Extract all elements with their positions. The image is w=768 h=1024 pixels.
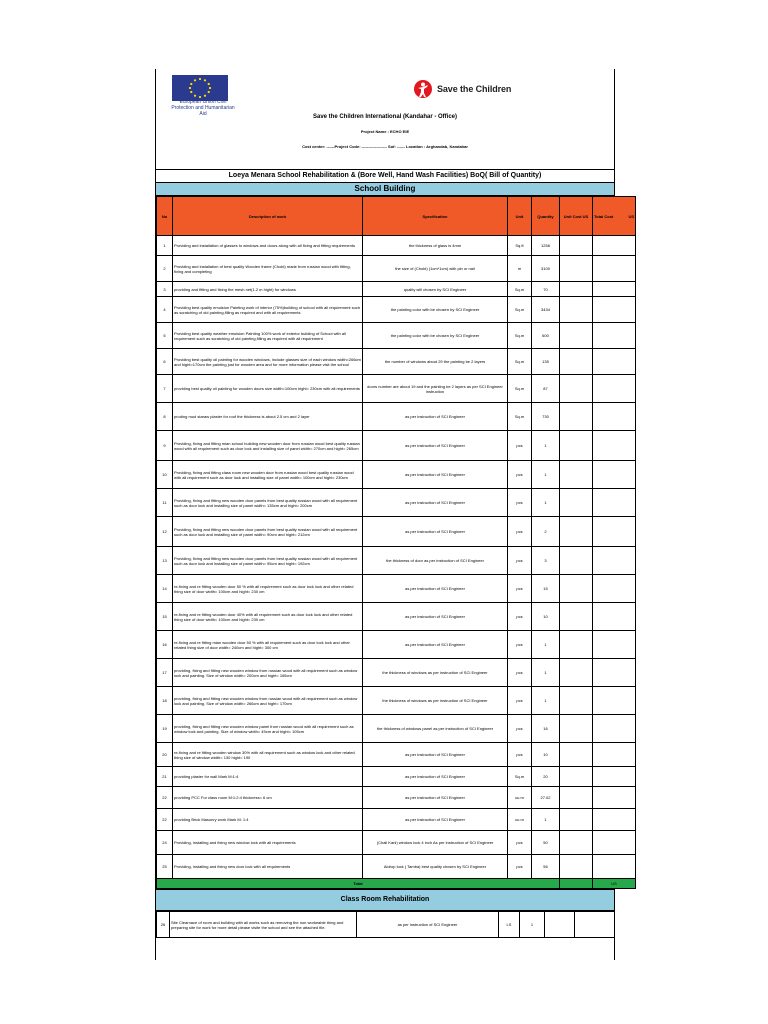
table-row bbox=[157, 687, 636, 715]
row-unit: pcs bbox=[508, 431, 532, 461]
row-quantity: 1 bbox=[532, 809, 560, 831]
table-row bbox=[157, 912, 615, 938]
total-row bbox=[157, 879, 636, 889]
row-specification: as per instruction of SCI Engineer bbox=[363, 431, 508, 461]
row-description: Providing, installing and fixing new door lock with all requirements bbox=[173, 855, 363, 879]
row-total-cost[interactable] bbox=[593, 431, 636, 461]
row-description: Providing best quality weather emulsion Painting 100% work of exterior building of School with all requirement such as scratching of old painting,filling as required with all requirement bbox=[173, 323, 363, 349]
row-specification: doors number are about 19 and the painting be 2 layers as per SCI Engineer instruction bbox=[363, 375, 508, 403]
row-no: 8 bbox=[157, 403, 173, 431]
col-no: No bbox=[157, 197, 173, 236]
row-quantity: 15 bbox=[532, 575, 560, 603]
row-unit-cost[interactable] bbox=[560, 831, 593, 855]
row-no: 1 bbox=[157, 236, 173, 256]
row-specification: (Chail Kani) window lock 4 inch As per instruction of SCI Engineer bbox=[363, 831, 508, 855]
row-unit: LS bbox=[499, 912, 520, 938]
boq-sheet bbox=[155, 69, 634, 960]
row-total-cost[interactable] bbox=[593, 517, 636, 547]
sc-logo-text: Save the Children bbox=[437, 84, 512, 94]
row-specification: the thickness of windows panel as per instruction of SCI Engineer bbox=[363, 715, 508, 743]
row-no: 21 bbox=[157, 767, 173, 787]
row-quantity: 730 bbox=[532, 403, 560, 431]
row-unit-cost[interactable] bbox=[560, 659, 593, 687]
row-quantity: 1256 bbox=[532, 236, 560, 256]
col-specification: Specification bbox=[363, 197, 508, 236]
row-unit: pcs bbox=[508, 743, 532, 767]
row-total-cost[interactable] bbox=[593, 461, 636, 489]
row-quantity: 3434 bbox=[532, 297, 560, 323]
row-quantity: 1 bbox=[532, 659, 560, 687]
row-specification: the thickness of windows as per instruction of SCI Engineer bbox=[363, 687, 508, 715]
row-description: re-fixing and re fitting wooden window 30% with all requirement such as window lock and other related thing size of window width= 130 hight= 190 bbox=[173, 743, 363, 767]
row-total-cost[interactable] bbox=[593, 489, 636, 517]
row-unit-cost[interactable] bbox=[560, 323, 593, 349]
row-specification: the number of windows about 29 the painting be 2 layers bbox=[363, 349, 508, 375]
table-row bbox=[157, 809, 636, 831]
row-specification: as per instruction of SCI Engineer bbox=[363, 631, 508, 659]
table-row bbox=[157, 375, 636, 403]
row-description: Providing, fixing and fitting new wooden door panels from best quality russian wood with all requirement such as door lock and installing size of panel width= 90cm and hight= 212cm bbox=[173, 517, 363, 547]
row-quantity: 20 bbox=[532, 767, 560, 787]
row-total-cost[interactable] bbox=[593, 687, 636, 715]
row-unit-cost[interactable] bbox=[560, 349, 593, 375]
table-row bbox=[157, 461, 636, 489]
row-unit-cost[interactable] bbox=[560, 715, 593, 743]
row-description: providing, fixing and fitting new wooden window panel from russian wood with all requirement such as window lock and painting. Size of window width= 49cm and hight= 105cm bbox=[173, 715, 363, 743]
row-description: Providing, fixing and fitting class room new wooden door from russian wood best quality russian wood with all requirement such as door lock and installing size of panel width= 100cm and hight= 230cm bbox=[173, 461, 363, 489]
row-unit-cost[interactable] bbox=[560, 855, 593, 879]
section-class-room-rehabilitation: Class Room Rehabilitation bbox=[156, 889, 614, 911]
table-row bbox=[157, 743, 636, 767]
row-total-cost[interactable] bbox=[593, 256, 636, 282]
row-total-cost[interactable] bbox=[593, 603, 636, 631]
project-name: Project Name : ECHO EIE bbox=[360, 129, 410, 134]
row-description: Providing and installation of glasses to windows and doors along with all fixing and fitting requirements bbox=[173, 236, 363, 256]
row-no: 19 bbox=[157, 715, 173, 743]
row-no: 10 bbox=[157, 461, 173, 489]
organization-line: Save the Children International (Kandahar - Office) bbox=[312, 114, 458, 120]
total-currency: US bbox=[593, 879, 636, 889]
section-school-building: School Building bbox=[156, 183, 614, 196]
row-unit-cost[interactable] bbox=[560, 282, 593, 297]
row-description: Providing, fixing and fitting new wooden door panels from best quality russian wood with all requirement such as door lock and installing size of panel width= 95cm and hight= 192cm bbox=[173, 547, 363, 575]
table-row bbox=[157, 575, 636, 603]
row-no: 14 bbox=[157, 575, 173, 603]
row-specification: quality will chosen by SCI Engineer bbox=[363, 282, 508, 297]
save-the-children-icon bbox=[414, 79, 432, 99]
row-quantity: 1 bbox=[532, 461, 560, 489]
cost-center-line: Cost center: ------Project Code: ------------------- Sof: ------ Location : Arghandab, Kandahar bbox=[302, 144, 468, 149]
row-unit-cost[interactable] bbox=[560, 517, 593, 547]
row-quantity: 1 bbox=[532, 431, 560, 461]
row-description: Providing, fixing and fitting mian school building new wooden door from russian wood best quality russian wood with all requirement such as door lock and installing size of panel width= 270cm and hight= 265cm bbox=[173, 431, 363, 461]
row-total-cost[interactable] bbox=[593, 282, 636, 297]
row-no: 25 bbox=[157, 855, 173, 879]
row-unit: Sq.m bbox=[508, 297, 532, 323]
row-unit-cost[interactable] bbox=[560, 743, 593, 767]
row-specification: as per instruction of SCI Engineer bbox=[363, 603, 508, 631]
row-no: 15 bbox=[157, 603, 173, 631]
row-total-cost[interactable] bbox=[593, 659, 636, 687]
row-quantity: 16 bbox=[532, 715, 560, 743]
row-specification: the thickness of windows as per instruction of SCI Engineer bbox=[363, 659, 508, 687]
row-unit: Sq.m bbox=[508, 349, 532, 375]
row-quantity: 3 bbox=[532, 547, 560, 575]
row-quantity: 27.02 bbox=[532, 787, 560, 809]
row-quantity: 56 bbox=[532, 855, 560, 879]
row-no: 4 bbox=[157, 297, 173, 323]
row-description: providing, fixing and fitting new wooden window from russian wood with all requirement such as window lock and painting. Size of window width= 266cm and hight= 170cm bbox=[173, 687, 363, 715]
row-description: providing plaster for wall Mark M:1:4 bbox=[173, 767, 363, 787]
row-specification: as per instruction of SCI Engineer bbox=[363, 403, 508, 431]
table-row bbox=[157, 349, 636, 375]
row-description: re-fixing and re fitting wooden door 40% with all requirement such as door lock lock and other related thing size of door width= 100cm and hight= 230 cm bbox=[173, 603, 363, 631]
row-unit: pcs bbox=[508, 631, 532, 659]
row-total-cost[interactable] bbox=[593, 547, 636, 575]
row-unit: pcs bbox=[508, 831, 532, 855]
table-row bbox=[157, 282, 636, 297]
row-no: 2 bbox=[157, 256, 173, 282]
total-label: Total bbox=[157, 879, 560, 889]
table-row bbox=[157, 297, 636, 323]
row-unit-cost[interactable] bbox=[560, 431, 593, 461]
row-specification: as per instruction of SCI Engineer bbox=[363, 517, 508, 547]
table-row bbox=[157, 323, 636, 349]
row-specification: as per instruction of SCI Engineer bbox=[363, 767, 508, 787]
row-quantity: 135 bbox=[532, 349, 560, 375]
row-quantity: 600 bbox=[532, 323, 560, 349]
row-quantity: 70 bbox=[532, 282, 560, 297]
row-unit: cu.m bbox=[508, 787, 532, 809]
row-unit: Sq.m bbox=[508, 323, 532, 349]
row-total-cost[interactable] bbox=[593, 855, 636, 879]
row-unit: Sq.m bbox=[508, 375, 532, 403]
row-total-cost[interactable] bbox=[593, 809, 636, 831]
row-specification: as per instruction of SCI Engineer bbox=[363, 743, 508, 767]
row-no: 13 bbox=[157, 547, 173, 575]
row-description: Providing and installation of best quality Wooden frame (Chokt) made from russian wood with fitting, fixing and completing bbox=[173, 256, 363, 282]
table-row bbox=[157, 403, 636, 431]
row-specification: as per instruction of SCI Engineer bbox=[363, 787, 508, 809]
row-unit-cost[interactable] bbox=[560, 687, 593, 715]
row-description: providing, fixing and fitting new wooden window from russian wood with all requirement such as window lock and painting. Size of window width= 200cm and hight= 165cm bbox=[173, 659, 363, 687]
row-unit: pcs bbox=[508, 687, 532, 715]
row-total-cost[interactable] bbox=[593, 349, 636, 375]
row-unit-cost[interactable] bbox=[545, 912, 575, 938]
row-no: 24 bbox=[157, 831, 173, 855]
eu-logo-text: European Union Civil Protection and Humanitarian Aid bbox=[171, 99, 235, 117]
row-total-cost[interactable] bbox=[593, 715, 636, 743]
row-unit-cost[interactable] bbox=[560, 575, 593, 603]
col-description: Description of work bbox=[173, 197, 363, 236]
save-the-children-logo bbox=[414, 79, 511, 99]
row-unit: pcs bbox=[508, 517, 532, 547]
row-unit: pcs bbox=[508, 575, 532, 603]
row-quantity: 1 bbox=[532, 631, 560, 659]
row-quantity: 10 bbox=[532, 743, 560, 767]
row-description: providing and fitting and fixing the mesh net(1.2 m hight) for windows bbox=[173, 282, 363, 297]
boq-table-section2 bbox=[156, 911, 615, 938]
row-quantity: 10 bbox=[532, 603, 560, 631]
row-unit-cost[interactable] bbox=[560, 767, 593, 787]
row-total-cost[interactable] bbox=[593, 236, 636, 256]
row-no: 3 bbox=[157, 282, 173, 297]
row-unit: Sq.m bbox=[508, 403, 532, 431]
row-description: Providing, installing and fixing new window lock with all requirements bbox=[173, 831, 363, 855]
row-unit: Sq.m bbox=[508, 767, 532, 787]
row-no: 12 bbox=[157, 517, 173, 547]
row-quantity: 2 bbox=[532, 517, 560, 547]
row-specification: as per instruction of SCI Engineer bbox=[357, 912, 499, 938]
table-row bbox=[157, 787, 636, 809]
row-specification: as per instruction of SCI Engineer bbox=[363, 575, 508, 603]
row-quantity: 87 bbox=[532, 375, 560, 403]
row-description: providing best quality oil painting for wooden doors size width=100cm hight= 230cm with all requirements bbox=[173, 375, 363, 403]
table-row bbox=[157, 256, 636, 282]
row-unit: pcs bbox=[508, 659, 532, 687]
row-description: re-fixing and re fitting wooden door 50 % with all requirement such as door lock lock and other related thing size of door width= 100cm and hight= 230 cm bbox=[173, 575, 363, 603]
row-unit: cu.m bbox=[508, 809, 532, 831]
table-body-section2 bbox=[157, 912, 615, 938]
row-unit: pcs bbox=[508, 855, 532, 879]
row-description: Site Clearnace of room and building with all works such as removing the non workeable thing and preparing site for work for more detail please visite the school and see the attached file. bbox=[170, 912, 357, 938]
row-specification: the painting color with be chosen by SCI Engineer bbox=[363, 297, 508, 323]
table-row bbox=[157, 517, 636, 547]
table-body bbox=[157, 236, 636, 879]
row-no: 17 bbox=[157, 659, 173, 687]
row-description: providing Brick Masonry work Mark M: 1:4 bbox=[173, 809, 363, 831]
row-no: 18 bbox=[157, 687, 173, 715]
row-unit-cost[interactable] bbox=[560, 547, 593, 575]
row-specification: Aldrop lock ( Tamba) best quality chosen by SCI Engineer bbox=[363, 855, 508, 879]
row-specification: the thickness of glass is 4mm bbox=[363, 236, 508, 256]
row-quantity: 1 bbox=[532, 687, 560, 715]
row-unit-cost[interactable] bbox=[560, 403, 593, 431]
table-row bbox=[157, 831, 636, 855]
row-description: Providing, fixing and fitting new wooden door panels from best quality russian wood with all requirement such as door lock and installing size of panel width= 135cm and hight= 200cm bbox=[173, 489, 363, 517]
row-no: 26 bbox=[157, 912, 170, 938]
row-total-cost[interactable] bbox=[593, 831, 636, 855]
table-row bbox=[157, 547, 636, 575]
row-no: 7 bbox=[157, 375, 173, 403]
col-unit: Unit bbox=[508, 197, 532, 236]
row-no: 22 bbox=[157, 787, 173, 809]
row-total-cost[interactable] bbox=[593, 575, 636, 603]
table-row bbox=[157, 767, 636, 787]
row-total-cost[interactable] bbox=[593, 767, 636, 787]
row-unit-cost[interactable] bbox=[560, 489, 593, 517]
col-quantity: Quantity bbox=[532, 197, 560, 236]
row-description: Providing best quality emulsion Painting work of interior (75%)building of school with all requirement such as scratching of old painting,filling as required and with all requirements bbox=[173, 297, 363, 323]
table-row bbox=[157, 631, 636, 659]
col-unit-cost: Unit Cost US bbox=[560, 197, 593, 236]
row-unit: Sq.ft bbox=[508, 236, 532, 256]
table-row bbox=[157, 603, 636, 631]
row-unit-cost[interactable] bbox=[560, 461, 593, 489]
row-unit-cost[interactable] bbox=[560, 631, 593, 659]
row-specification: the size of (Chokt) (1cm*1cm) with pin or nail bbox=[363, 256, 508, 282]
row-total-cost[interactable] bbox=[593, 631, 636, 659]
row-description: re-fixing and re fitting mian wooden door 50 % with all requirement such as door lock lock and other related thing size of door width= 240cm and hight= 300 cm bbox=[173, 631, 363, 659]
row-quantity: 3100 bbox=[532, 256, 560, 282]
row-no: 20 bbox=[157, 743, 173, 767]
row-specification: as per instruction of SCI Engineer bbox=[363, 489, 508, 517]
col-total-cost-currency: US bbox=[628, 213, 634, 219]
table-header-row bbox=[157, 197, 636, 236]
row-no: 16 bbox=[157, 631, 173, 659]
row-total-cost[interactable] bbox=[593, 787, 636, 809]
row-no: 11 bbox=[157, 489, 173, 517]
row-no: 6 bbox=[157, 349, 173, 375]
col-total-cost bbox=[593, 197, 636, 236]
row-unit: m bbox=[508, 256, 532, 282]
row-total-cost[interactable] bbox=[593, 375, 636, 403]
row-unit: pcs bbox=[508, 461, 532, 489]
table-row bbox=[157, 715, 636, 743]
row-total-cost[interactable] bbox=[575, 912, 615, 938]
row-total-cost[interactable] bbox=[593, 403, 636, 431]
row-total-cost[interactable] bbox=[593, 297, 636, 323]
boq-table bbox=[156, 196, 636, 889]
boq-title: Loeya Menara School Rehabilitation & (Bore Well, Hand Wash Facilities) BoQ( Bill of Quantity) bbox=[156, 170, 614, 183]
row-description: providing PCC For class room M:1:2:4 thickness= 6 cm bbox=[173, 787, 363, 809]
row-specification: the painting color with be chosen by SCI Engineer bbox=[363, 323, 508, 349]
table-row bbox=[157, 659, 636, 687]
table-row bbox=[157, 855, 636, 879]
row-no: 5 bbox=[157, 323, 173, 349]
row-unit-cost[interactable] bbox=[560, 809, 593, 831]
row-specification: the thickness of door as per instruction of SCI Engineer bbox=[363, 547, 508, 575]
row-specification: as per instruction of SCI Engineer bbox=[363, 809, 508, 831]
row-quantity: 1 bbox=[520, 912, 545, 938]
row-quantity: 1 bbox=[532, 489, 560, 517]
row-total-cost[interactable] bbox=[593, 323, 636, 349]
row-description: Providing best quality oil painting for wooden windows, include glasses size of each window width=266cm and hight=170cm the painting just for wooden area and for more information please visit the school bbox=[173, 349, 363, 375]
row-specification: as per instruction of SCI Engineer bbox=[363, 461, 508, 489]
row-quantity: 50 bbox=[532, 831, 560, 855]
row-unit: pcs bbox=[508, 489, 532, 517]
total-unit-cost-cell[interactable] bbox=[560, 879, 593, 889]
table-row bbox=[157, 489, 636, 517]
row-unit: pcs bbox=[508, 715, 532, 743]
row-no: 22 bbox=[157, 809, 173, 831]
table-row bbox=[157, 431, 636, 461]
row-unit-cost[interactable] bbox=[560, 787, 593, 809]
row-unit: pcs bbox=[508, 547, 532, 575]
row-description: proding mud staraw plaster for roof the thickness is about 2.5 cm and 2 layer bbox=[173, 403, 363, 431]
document-header bbox=[156, 69, 614, 170]
row-unit-cost[interactable] bbox=[560, 603, 593, 631]
row-total-cost[interactable] bbox=[593, 743, 636, 767]
row-unit-cost[interactable] bbox=[560, 297, 593, 323]
row-unit: pcs bbox=[508, 603, 532, 631]
col-total-cost-label: Total Cost bbox=[594, 213, 614, 219]
row-unit-cost[interactable] bbox=[560, 256, 593, 282]
table-row bbox=[157, 236, 636, 256]
row-unit: Sq.m bbox=[508, 282, 532, 297]
row-no: 9 bbox=[157, 431, 173, 461]
row-unit-cost[interactable] bbox=[560, 236, 593, 256]
row-unit-cost[interactable] bbox=[560, 375, 593, 403]
